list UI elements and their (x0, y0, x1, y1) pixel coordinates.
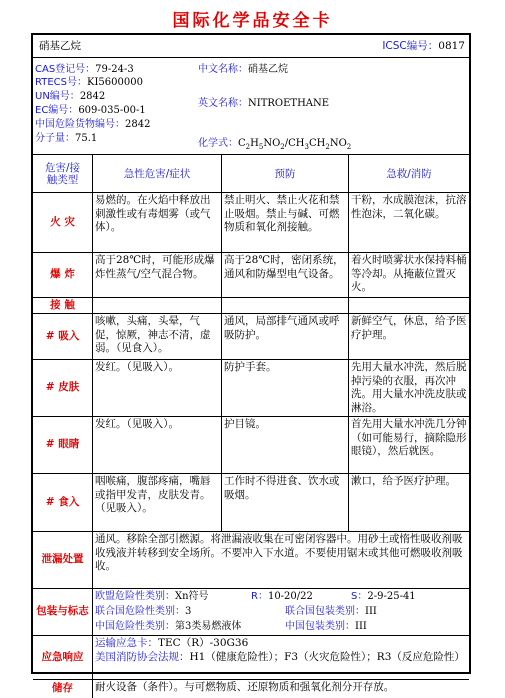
header-prevention: 预防 (222, 155, 349, 192)
un-number: UN编号：2842 (35, 91, 106, 102)
storage-row (33, 680, 469, 698)
s-phrases: S：2-9-25-41 (351, 591, 416, 602)
china-packing-group: 中国包装类别：III (285, 621, 367, 632)
emergency-category: 应急响应 (33, 636, 93, 679)
eu-hazard-class: 欧盟危险性类别：Xn符号 (95, 591, 209, 602)
first-aid-text: 漱口，给予医疗护理。 (351, 475, 456, 487)
packaging-details (93, 589, 469, 635)
acute-hazard-text (93, 298, 222, 313)
hazard-row-explosion (33, 253, 469, 298)
hazard-category: # 眼睛 (33, 417, 93, 473)
nfpa-code: 美国消防协会法规：H1（健康危险性）；F3（火灾危险性）；R3（反应危险性） (95, 650, 465, 663)
identifier-block (33, 58, 469, 155)
hazard-row-ingestion (33, 474, 469, 532)
first-aid-text: 新鲜空气，休息，给予医疗护理。 (351, 315, 467, 341)
hazard-category: 火 灾 (33, 193, 93, 252)
storage-text: 耐火设备（条件）。与可燃物质、还原物质和强氧化剂分开存放。 (95, 681, 395, 693)
prevention-text: 通风，局部排气通风或呼吸防护。 (222, 314, 349, 359)
hazard-row-inhalation (33, 314, 469, 360)
rtecs-number: RTECS号：KI5600000 (35, 77, 143, 88)
prevention-text: 高于28℃时，密闭系统，通风和防爆型电气设备。 (222, 253, 349, 297)
hazard-category: # 皮肤 (33, 360, 93, 416)
ec-number: EC编号：609-035-00-1 (35, 105, 146, 116)
spill-disposal-row (33, 532, 469, 589)
china-hazard-class: 中国危险性类别：第3类易燃液体 (95, 621, 242, 632)
name-row (33, 35, 469, 58)
prevention-text (222, 298, 349, 313)
english-name: 英文名称：NITROETHANE (198, 98, 330, 109)
acute-hazard-text: 咳嗽，头痛，头晕，气促，惊厥，神志不清，虚弱。（见食入）。 (93, 314, 222, 359)
hazard-table-header (33, 155, 469, 193)
spill-text: 通风。移除全部引燃源。将泄漏液收集在可密闭容器中。用砂土或惰性吸收剂吸收残液并转移到安全场所。不要冲入下水道。不要使用锯末或其他可燃吸收剂吸收。 (95, 533, 463, 572)
storage-category: 储存 (33, 680, 93, 698)
spill-category: 泄漏处置 (33, 532, 93, 588)
china-dangerous-goods-number: 中国危险货物编号：2842 (35, 119, 151, 130)
prevention-text: 防护手套。 (222, 360, 349, 416)
acute-hazard-text: 发红。（见吸入）。 (93, 360, 222, 416)
hazard-category: 爆 炸 (33, 253, 93, 297)
hazard-category: 接 触 (33, 298, 93, 313)
first-aid-text: 干粉，水成膜泡沫，抗溶性泡沫，二氧化碳。 (351, 194, 467, 220)
molecular-weight: 分子量：75.1 (35, 133, 98, 144)
hazard-category: # 食入 (33, 474, 93, 531)
un-hazard-class: 联合国危险性类别：3 (95, 606, 192, 617)
chemical-formula: 化学式：$C_2H_5NO_2/CH_3CH_2NO_2$ (198, 138, 352, 151)
packaging-labeling-row (33, 589, 469, 636)
header-type: 危害/接触类型 (33, 155, 93, 192)
header-first-aid: 急救/消防 (386, 167, 432, 180)
r-phrases: R：10-20/22 (251, 591, 313, 602)
acute-hazard-text: 高于28℃时，可能形成爆炸性蒸气/空气混合物。 (93, 253, 222, 297)
hazard-row-skin (33, 360, 469, 417)
acute-hazard-text: 咽喉痛，腹部疼痛，嘴唇或指甲发青，皮肤发青。（见吸入）。 (93, 474, 222, 531)
first-aid-text: 着火时喷雾状水保持料桶等冷却。从掩蔽位置灭火。 (351, 254, 467, 293)
prevention-text: 禁止明火、禁止火花和禁止吸烟。禁止与碱、可燃物质和氧化剂接触。 (222, 193, 349, 252)
cas-number: CAS登记号：79-24-3 (35, 64, 134, 75)
packaging-category: 包装与标志 (33, 589, 93, 635)
transport-emergency-card: 运输应急卡：TEC（R）-30G36 (95, 637, 249, 649)
header-acute-hazard: 急性危害/症状 (93, 155, 222, 192)
hazard-row-fire (33, 193, 469, 253)
hazard-category: # 吸入 (33, 314, 93, 359)
hazard-row-eyes (33, 417, 469, 474)
emergency-response-row (33, 636, 469, 680)
acute-hazard-text: 易燃的。在火焰中释放出刺激性或有毒烟雾（或气体）。 (93, 193, 222, 252)
page-title: 国际化学品安全卡 (172, 11, 333, 31)
first-aid-text: 先用大量水冲洗，然后脱掉污染的衣服，再次冲洗。用大量水冲洗皮肤或淋浴。 (351, 361, 467, 414)
un-packing-group: 联合国包装类别：III (285, 606, 377, 617)
hazard-row-exposure (33, 298, 469, 314)
acute-hazard-text: 发红。（见吸入）。 (93, 417, 222, 473)
chinese-name: 中文名称：硝基乙烷 (198, 64, 288, 75)
first-aid-text: 首先用大量水冲洗几分钟（如可能易行，摘除隐形眼镜），然后就医。 (351, 418, 467, 457)
icsc-number: ICSC编号：0817 (382, 40, 465, 52)
prevention-text: 护目镜。 (222, 417, 349, 473)
chemical-name: 硝基乙烷 (39, 40, 81, 52)
chemical-safety-card (31, 33, 471, 695)
prevention-text: 工作时不得进食、饮水或吸烟。 (222, 474, 349, 531)
emergency-details (93, 636, 469, 679)
first-aid-text (349, 298, 469, 313)
